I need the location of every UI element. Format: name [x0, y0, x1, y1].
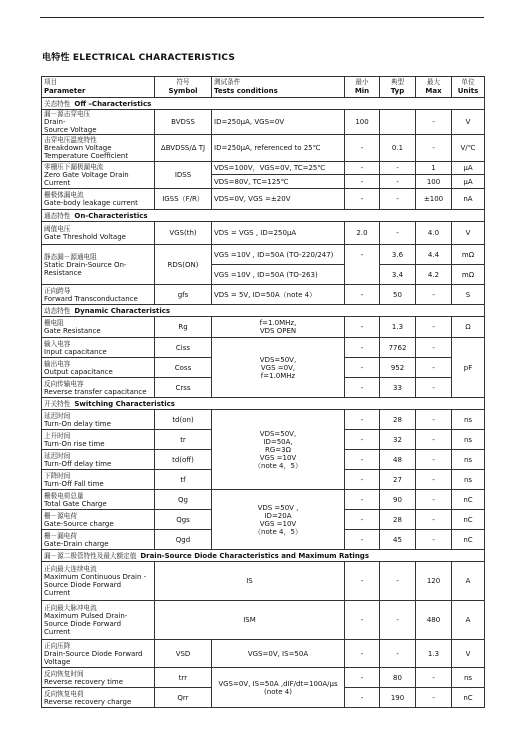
table-cell: 90: [380, 490, 416, 510]
cell-text: (note 4): [264, 687, 292, 696]
table-cell: ns: [452, 450, 485, 470]
table-cell: -: [416, 378, 452, 398]
table-cell: -: [345, 668, 380, 688]
table-cell: 50: [380, 285, 416, 305]
table-cell: [42, 222, 155, 245]
table-cell: [42, 378, 155, 398]
cell-text: Temperature Coefficient: [44, 152, 129, 160]
cell-text: 符号: [176, 78, 190, 86]
table-cell: 28: [380, 510, 416, 530]
table-cell: [42, 210, 485, 222]
table-cell: 100: [416, 175, 452, 189]
table-cell: -: [345, 640, 380, 668]
table-cell: nA: [452, 189, 485, 210]
table-cell: [42, 305, 485, 317]
cell-text: Gate-Drain charge: [44, 539, 109, 548]
table-cell: -: [416, 317, 452, 338]
table-cell: -: [416, 358, 452, 378]
table-row: [42, 245, 485, 265]
table-cell: Crss: [155, 378, 212, 398]
table-cell: -: [416, 110, 452, 135]
cell-text: 动态特性: [44, 306, 71, 315]
cell-text: RG=3Ω: [265, 445, 291, 454]
table-cell: A: [452, 601, 485, 640]
cell-text: 正向最大连续电流: [44, 565, 97, 573]
cell-text: 栅－漏电荷: [44, 531, 77, 540]
table-cell: -: [416, 135, 452, 162]
table-cell: [42, 490, 155, 510]
table-cell: 100: [345, 110, 380, 135]
table-cell: -: [345, 688, 380, 708]
header-row: [42, 77, 485, 98]
cell-text: Symbol: [168, 87, 198, 95]
table-cell: ns: [452, 410, 485, 430]
cell-text: Parameter: [44, 87, 86, 95]
table-row: [42, 640, 485, 668]
table-cell: -: [416, 450, 452, 470]
table-cell: [212, 490, 345, 550]
table-cell: nC: [452, 510, 485, 530]
table-cell: ns: [452, 430, 485, 450]
table-cell: Rg: [155, 317, 212, 338]
cell-text: Typ: [390, 87, 405, 95]
table-cell: V: [452, 110, 485, 135]
table-cell: Qgd: [155, 530, 212, 550]
table-cell: 33: [380, 378, 416, 398]
table-cell: [42, 135, 155, 162]
cell-text: Maximum Pulsed Drain-: [44, 612, 128, 620]
table-cell: nC: [452, 490, 485, 510]
cell-text: Input capacitance: [44, 347, 107, 356]
cell-text: Breakdown Voltage: [44, 144, 112, 152]
table-cell: -: [380, 162, 416, 175]
cell-text: 正向压降: [44, 641, 71, 650]
table-cell: 120: [416, 562, 452, 601]
cell-text: 关态特性: [44, 99, 71, 108]
table-row: [42, 110, 485, 135]
cell-text: Gate-Source charge: [44, 519, 114, 528]
section-dynamic: [42, 305, 485, 317]
table-cell: -: [416, 285, 452, 305]
table-cell: -: [345, 450, 380, 470]
table-cell: VGS =10V , ID=50A (TO-263): [212, 265, 345, 285]
table-cell: pF: [452, 338, 485, 398]
cell-text: ID=50A,: [263, 437, 293, 446]
cell-text: Maximum Continuous Drain -: [44, 573, 147, 581]
table-cell: -: [380, 222, 416, 245]
table-cell: [42, 98, 485, 110]
table-cell: -: [345, 189, 380, 210]
cell-text: 下降时间: [44, 471, 71, 480]
table-cell: -: [345, 562, 380, 601]
table-cell: [42, 189, 155, 210]
header-units: [452, 77, 485, 98]
table-cell: VDS=100V，VGS=0V, TC=25℃: [212, 162, 345, 175]
table-cell: [42, 162, 155, 189]
table-row: [42, 410, 485, 430]
table-cell: IS: [155, 562, 345, 601]
cell-text: Switching Characteristics: [74, 399, 175, 408]
table-cell: -: [345, 510, 380, 530]
cell-text: （note 4，5）: [254, 527, 302, 536]
table-cell: [42, 601, 155, 640]
cell-text: 栅电阻: [44, 319, 64, 327]
cell-text: VGS =0V,: [260, 363, 296, 372]
table-cell: gfs: [155, 285, 212, 305]
cell-text: 阈值电压: [44, 225, 71, 233]
table-cell: nC: [452, 688, 485, 708]
cell-text: 典型: [390, 78, 405, 86]
table-cell: [212, 410, 345, 490]
table-cell: S: [452, 285, 485, 305]
electrical-characteristics-table: [41, 76, 485, 708]
cell-text: Turn-Off delay time: [44, 459, 112, 468]
table-cell: td(off): [155, 450, 212, 470]
cell-text: Dynamic Characteristics: [74, 306, 171, 315]
cell-text: 延迟时间: [44, 411, 71, 420]
table-cell: -: [416, 530, 452, 550]
table-cell: 7762: [380, 338, 416, 358]
table-cell: [42, 668, 155, 688]
table-cell: 4.2: [416, 265, 452, 285]
cell-text: 通态特性: [44, 211, 71, 220]
table-cell: -: [380, 175, 416, 189]
table-cell: [42, 358, 155, 378]
table-cell: [42, 562, 155, 601]
table-row: [42, 338, 485, 358]
table-cell: 1: [416, 162, 452, 175]
cell-text: Drain-Source Diode Characteristics and Maximum Ratings: [140, 551, 369, 560]
table-cell: ISM: [155, 601, 345, 640]
table-cell: VGS=0V, IS=50A: [212, 640, 345, 668]
header-max: [416, 77, 452, 98]
table-cell: -: [416, 430, 452, 450]
cell-text: ID=20A: [264, 511, 292, 520]
table-cell: VDS = 5V, ID=50A（note 4）: [212, 285, 345, 305]
table-row: [42, 490, 485, 510]
cell-text: 最小: [355, 78, 369, 86]
table-cell: 190: [380, 688, 416, 708]
cell-text: 栅极体漏电流: [44, 191, 84, 199]
table-cell: [42, 688, 155, 708]
cell-text: 开关特性: [44, 399, 71, 408]
table-cell: V: [452, 222, 485, 245]
cell-text: Source Voltage: [44, 126, 97, 134]
table-cell: -: [380, 562, 416, 601]
table-cell: -: [416, 510, 452, 530]
cell-text: 输出电容: [44, 359, 71, 368]
table-cell: -: [380, 189, 416, 210]
cell-text: f=1.0MHz: [260, 371, 296, 380]
table-cell: IDSS: [155, 162, 212, 189]
cell-text: Drain-Source Diode Forward: [44, 649, 143, 658]
table-cell: [380, 110, 416, 135]
section-switching: [42, 398, 485, 410]
table-cell: ID=250μA, VGS=0V: [212, 110, 345, 135]
cell-text: Gate Resistance: [44, 327, 101, 335]
cell-text: 漏－源二极管特性及最大额定值: [44, 551, 137, 560]
cell-text: Units: [457, 87, 479, 95]
cell-text: Static Drain-Source On-: [44, 260, 127, 269]
table-row: [42, 222, 485, 245]
table-cell: -: [345, 245, 380, 285]
table-cell: -: [416, 668, 452, 688]
cell-text: 漏－源击穿电压: [44, 110, 91, 118]
cell-text: Max: [425, 87, 442, 95]
table-row: [42, 135, 485, 162]
table-cell: -: [416, 688, 452, 708]
table-cell: [42, 530, 155, 550]
table-cell: VDS=0V, VGS =±20V: [212, 189, 345, 210]
table-cell: ±100: [416, 189, 452, 210]
table-cell: [212, 338, 345, 398]
table-cell: BVDSS: [155, 110, 212, 135]
cell-text: 反向传输电容: [44, 379, 84, 388]
table-cell: Coss: [155, 358, 212, 378]
table-cell: 80: [380, 668, 416, 688]
table-cell: VGS =10V , ID=50A (TO-220/247): [212, 245, 345, 265]
table-cell: -: [345, 470, 380, 490]
table-row: [42, 285, 485, 305]
section-off: [42, 98, 485, 110]
table-cell: 32: [380, 430, 416, 450]
table-cell: 952: [380, 358, 416, 378]
header-parameter: [42, 77, 155, 98]
cell-text: 击穿电压温度特性: [44, 136, 97, 144]
cell-text: VDS =50V ,: [257, 503, 299, 512]
table-cell: -: [345, 338, 380, 358]
header-typ: [380, 77, 416, 98]
top-rule: [40, 17, 484, 18]
table-row: [42, 317, 485, 338]
table-cell: ns: [452, 668, 485, 688]
cell-text: 静态漏－源通电阻: [44, 252, 97, 261]
table-cell: V: [452, 640, 485, 668]
cell-text: VGS =10V: [259, 453, 297, 462]
cell-text: Total Gate Charge: [44, 499, 107, 508]
cell-text: 栅极电荷总量: [44, 491, 84, 500]
table-cell: [212, 317, 345, 338]
table-cell: 3.4: [380, 265, 416, 285]
cell-text: Turn-On delay time: [44, 419, 111, 428]
cell-text: Turn-On rise time: [44, 439, 105, 448]
cell-text: Off –Characteristics: [74, 99, 152, 108]
table-cell: [42, 110, 155, 135]
cell-text: 项目: [44, 78, 58, 86]
table-cell: 48: [380, 450, 416, 470]
table-cell: μA: [452, 162, 485, 175]
section-on: [42, 210, 485, 222]
table-cell: μA: [452, 175, 485, 189]
table-cell: V/℃: [452, 135, 485, 162]
cell-text: VDS=50V,: [259, 355, 297, 364]
table-cell: -: [345, 285, 380, 305]
table-cell: 3.6: [380, 245, 416, 265]
header-conditions: [212, 77, 345, 98]
cell-text: 上升时间: [44, 431, 71, 440]
table-cell: -: [345, 162, 380, 175]
table-row: [42, 162, 485, 175]
table-cell: [42, 510, 155, 530]
cell-text: Current: [44, 628, 71, 636]
table-cell: -: [345, 601, 380, 640]
cell-text: Min: [354, 87, 370, 95]
table-cell: VDS = VGS , ID=250μA: [212, 222, 345, 245]
table-cell: td(on): [155, 410, 212, 430]
table-cell: [42, 317, 155, 338]
table-cell: -: [345, 410, 380, 430]
cell-text: 反向恢复电荷: [44, 689, 84, 698]
cell-text: Source Diode Forward: [44, 620, 122, 628]
table-cell: [42, 450, 155, 470]
table-cell: Ω: [452, 317, 485, 338]
cell-text: Current: [44, 179, 71, 187]
cell-text: Current: [44, 589, 71, 597]
cell-text: Zero Gate Voltage Drain: [44, 171, 129, 179]
table-cell: -: [345, 530, 380, 550]
table-cell: -: [416, 338, 452, 358]
cell-text: f=1.0MHz,: [259, 319, 297, 327]
cell-text: 输入电容: [44, 339, 71, 348]
table-cell: mΩ: [452, 245, 485, 265]
table-cell: -: [345, 135, 380, 162]
cell-text: Drain-: [44, 118, 66, 126]
table-row: [42, 189, 485, 210]
table-cell: -: [380, 640, 416, 668]
cell-text: 零栅压下漏极漏电流: [44, 163, 104, 171]
table-cell: ΔBVDSS/Δ TJ: [155, 135, 212, 162]
cell-text: 测试条件: [214, 78, 241, 86]
cell-text: Reverse transfer capacitance: [44, 387, 147, 396]
table-row: [42, 562, 485, 601]
page-title: 电特性 ELECTRICAL CHARACTERISTICS: [42, 53, 236, 63]
table-cell: [212, 668, 345, 708]
table-cell: Ciss: [155, 338, 212, 358]
table-cell: [42, 245, 155, 285]
cell-text: 栅－源电荷: [44, 511, 77, 520]
cell-text: Reverse recovery charge: [44, 697, 132, 706]
table-row: [42, 601, 485, 640]
table-cell: Qg: [155, 490, 212, 510]
cell-text: Source Diode Forward: [44, 581, 122, 589]
table-cell: tr: [155, 430, 212, 450]
cell-text: 正向最大脉冲电流: [44, 604, 97, 612]
cell-text: Resistance: [44, 268, 82, 277]
cell-text: Voltage: [44, 657, 71, 666]
table-cell: IGSS（F/R）: [155, 189, 212, 210]
table-cell: A: [452, 562, 485, 601]
table-cell: -: [416, 410, 452, 430]
cell-text: VGS=0V, IS=50A ,dIF/dt=100A/μs: [218, 679, 338, 688]
cell-text: 正向跨导: [44, 286, 71, 295]
table-cell: -: [345, 175, 380, 189]
table-cell: -: [416, 490, 452, 510]
table-cell: RDS(ON): [155, 245, 212, 285]
cell-text: 单位: [461, 78, 475, 86]
table-cell: 4.0: [416, 222, 452, 245]
header-symbol: [155, 77, 212, 98]
table-cell: [42, 640, 155, 668]
table-cell: VSD: [155, 640, 212, 668]
table-cell: 1.3: [416, 640, 452, 668]
cell-text: 延迟时间: [44, 451, 71, 460]
table-cell: [42, 285, 155, 305]
table-cell: 27: [380, 470, 416, 490]
table-cell: 4.4: [416, 245, 452, 265]
table-cell: 45: [380, 530, 416, 550]
table-cell: -: [345, 430, 380, 450]
table-cell: -: [416, 470, 452, 490]
table-cell: [42, 550, 485, 562]
header-min: [345, 77, 380, 98]
cell-text: VGS =10V: [259, 519, 297, 528]
table-cell: ID=250μA, referenced to 25℃: [212, 135, 345, 162]
table-row: [42, 668, 485, 688]
cell-text: 最大: [426, 78, 441, 86]
cell-text: Turn-Off Fall time: [44, 479, 104, 488]
cell-text: VDS=50V,: [259, 429, 297, 438]
table-cell: ns: [452, 470, 485, 490]
table-cell: mΩ: [452, 265, 485, 285]
table-cell: 0.1: [380, 135, 416, 162]
table-cell: nC: [452, 530, 485, 550]
table-cell: [42, 410, 155, 430]
cell-text: Reverse recovery time: [44, 677, 124, 686]
table-cell: 28: [380, 410, 416, 430]
table-cell: Qgs: [155, 510, 212, 530]
cell-text: Gate Threshold Voltage: [44, 233, 126, 241]
cell-text: Output capacitance: [44, 367, 113, 376]
cell-text: Gate-body leakage current: [44, 199, 138, 207]
table-cell: 480: [416, 601, 452, 640]
cell-text: 反向恢复时间: [44, 669, 84, 678]
table-cell: -: [345, 358, 380, 378]
cell-text: Tests conditions: [214, 87, 278, 95]
table-cell: VDS=80V, TC=125℃: [212, 175, 345, 189]
table-cell: [42, 470, 155, 490]
table-cell: -: [345, 490, 380, 510]
table-cell: [42, 430, 155, 450]
table-cell: Qrr: [155, 688, 212, 708]
section-diode: [42, 550, 485, 562]
table-cell: tf: [155, 470, 212, 490]
table-cell: [42, 338, 155, 358]
cell-text: Forward Transconductance: [44, 294, 138, 303]
cell-text: VDS OPEN: [259, 327, 297, 335]
table-cell: trr: [155, 668, 212, 688]
table-cell: -: [345, 317, 380, 338]
cell-text: On-Characteristics: [74, 211, 148, 220]
table-cell: -: [345, 378, 380, 398]
table-cell: 2.0: [345, 222, 380, 245]
cell-text: （note 4，5）: [254, 461, 302, 470]
table-cell: -: [380, 601, 416, 640]
table-cell: [42, 398, 485, 410]
table-cell: VGS(th): [155, 222, 212, 245]
table-cell: 1.3: [380, 317, 416, 338]
